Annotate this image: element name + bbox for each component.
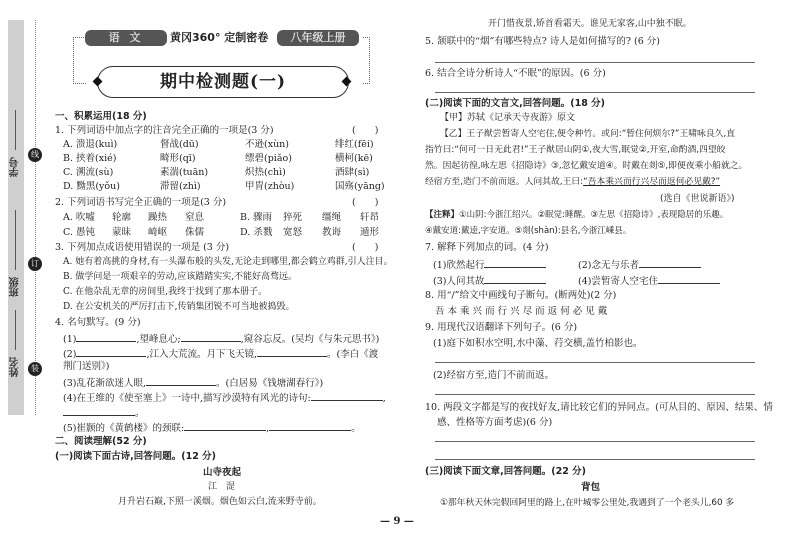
q4-item-1: (1) ,望峰息心; ,窥谷忘反。(吴均《与朱元思书》) — [63, 331, 379, 346]
q4-item-2-cont: 荆门送别》) — [63, 361, 110, 372]
underlined-sentence: “吾本乘兴而行兴尽而返何必见戴?” — [583, 177, 721, 187]
name-label: 姓名 — [10, 357, 21, 377]
poem-line-2: 开门惜夜景,矫首看霜天。谁见无家客,山中独不眠。 — [488, 19, 692, 29]
q1-option: 横柯(kē) — [335, 153, 373, 164]
student-id-label: 学号 — [10, 157, 21, 177]
text-yi-line: 【乙】王子猷尝暂寄人空宅住,便令种竹。或问:“暂住何烦尔?”王啸咏良久,直 — [440, 129, 736, 139]
q3-option: D. 在公安机关的严厉打击下,传销集团锐不可当地被捣毁。 — [63, 302, 295, 312]
fill-blank[interactable] — [639, 257, 701, 268]
answer-paren-3: ( ) — [352, 242, 379, 253]
fill-blank[interactable] — [484, 273, 546, 284]
q1-option: C. 溯流(sù) — [63, 167, 114, 178]
q4-item-4: (4)在王维的《使至塞上》一诗中,描写沙漠特有风光的诗句: , — [63, 390, 386, 405]
brand-label: 黄冈360° 定制密卷 — [170, 31, 269, 44]
q2-option: 宽怒 — [283, 227, 303, 238]
part-1-heading: (一)阅读下面古诗,回答问题。(12 分) — [55, 451, 217, 462]
text-yi-line: 经宿方至,造门不前而返。人问其故,王曰:“吾本乘兴而行兴尽而返何必见戴?” — [425, 177, 721, 187]
section-1-heading: 一、积累运用(18 分) — [55, 111, 147, 122]
text-yi-line: 然。因起彷徨,咏左思《招隐诗》③,忽忆戴安道④。时戴在剡⑤,即便夜乘小船就之。 — [425, 161, 748, 171]
q7-item: (3)人问其故 — [433, 273, 546, 288]
q2-option: 轮廓 — [112, 212, 132, 223]
answer-paren-2: ( ) — [352, 197, 379, 208]
q2-option: 缰绳 — [322, 212, 342, 223]
q1-option: 督战(dū) — [160, 139, 199, 150]
text-jia: 【甲】苏轼《记承天寺夜游》原文 — [440, 113, 576, 123]
question-9: 9. 用现代汉语翻译下列句子。(6 分) — [425, 322, 578, 333]
question-8: 8. 用“/”给文中画线句子断句。(断两处)(2 分) — [425, 290, 617, 301]
fill-blank[interactable] — [311, 390, 383, 401]
q4-item-4-cont: 。 — [63, 405, 145, 420]
q7-item: (1)欣然起行 — [433, 257, 546, 272]
q2-option: 躁热 — [148, 212, 168, 223]
q2-option: C. 愚钝 — [63, 227, 95, 238]
q1-option: 滞留(zhì) — [160, 181, 201, 192]
binding-mark-line: 线 — [28, 148, 42, 162]
question-2: 2. 下列词语书写完全正确的一项是(3 分) — [55, 197, 227, 208]
q2-option: 轩昂 — [360, 212, 380, 223]
question-10: 10. 两段文字都是写的夜找好友,请比较它们的异同点。(可从目的、原因、结果、情 — [425, 402, 773, 413]
q1-option: 甲胄(zhòu) — [245, 181, 295, 192]
question-10-cont: 感、性格等方面考虑)(6 分) — [437, 417, 553, 428]
binding-mark-order: 订 — [28, 257, 42, 271]
q9-item-1: (1)庭下如积水空明,水中藻、荇交横,盖竹柏影也。 — [433, 338, 643, 349]
student-id-line — [15, 110, 16, 150]
fill-blank[interactable] — [269, 420, 351, 431]
part-2-heading: (二)阅读下面的文言文,回答问题。(18 分) — [425, 98, 606, 109]
q1-option: 缥碧(piǎo) — [245, 153, 292, 164]
article-paragraph-1: ①那年秋天休完假回阿里的路上,在叶城零公里处,我遇到了一个老头儿,60 多 — [440, 498, 735, 508]
poem-title: 山寺夜起 — [203, 467, 242, 478]
page-number: — 9 — — [380, 516, 414, 527]
header-connector-right — [363, 37, 370, 84]
q2-option: A. 吹嘘 — [63, 212, 95, 223]
fill-blank[interactable] — [63, 405, 135, 416]
answer-line[interactable] — [435, 394, 755, 395]
q4-item-3: (3)乱花渐欲迷人眼, 。(白居易《钱塘湖春行》) — [63, 375, 323, 390]
q2-option: 遁形 — [360, 227, 380, 238]
fill-blank[interactable] — [76, 346, 146, 357]
answer-line[interactable] — [435, 362, 755, 363]
q2-option: 蒙昧 — [112, 227, 132, 238]
question-6: 6. 结合全诗分析诗人“不眠”的原因。(6 分) — [425, 68, 606, 79]
poem-author: 江 湜 — [208, 482, 236, 492]
fill-blank[interactable] — [146, 375, 216, 386]
notes-line-1: 【注释】①山阴:今浙江绍兴。②眠觉:睡醒。③左思《招隐诗》,表现隐居的乐趣。 — [425, 210, 729, 220]
section-2-heading: 二、阅读理解(52 分) — [55, 436, 147, 447]
q3-option: B. 做学问是一项艰辛的劳动,应该踏踏实实,不能好高骛远。 — [63, 272, 298, 282]
q1-option: B. 挟着(xié) — [63, 153, 117, 164]
poem-line-1: 月升岩石巅,下照一溪烟。烟色如云白,流来野寺前。 — [118, 497, 322, 507]
class-line — [15, 210, 16, 270]
q9-item-2: (2)经宿方至,造门不前而返。 — [433, 370, 554, 381]
q2-option: 猝死 — [283, 212, 303, 223]
notes-line-2: ④戴安道:戴逵,字安道。⑤剡(shàn):县名,今浙江嵊县。 — [425, 226, 632, 236]
q1-option: 国殇(yāng) — [335, 181, 385, 192]
q2-option: B. 骤雨 — [240, 212, 273, 223]
answer-paren-1: ( ) — [352, 125, 379, 136]
q2-option: 窒息 — [185, 212, 205, 223]
q3-option: A. 她有着高挑的身材,有一头瀑布般的头发,无论走到哪里,都会鹤立鸡群,引人注目。 — [63, 257, 393, 267]
q4-item-5: (5)崔颢的《黄鹤楼》的颈联: , 。 — [63, 420, 361, 435]
source-citation: (选自《世说新语》) — [660, 194, 735, 204]
question-5: 5. 颔联中的“烟”有哪些特点? 诗人是如何描写的? (6 分) — [425, 36, 661, 47]
q2-option: 教诲 — [322, 227, 342, 238]
q1-option: 不逊(xùn) — [245, 139, 290, 150]
fill-blank[interactable] — [484, 257, 546, 268]
q1-option: 绯红(fēi) — [335, 139, 374, 150]
question-4: 4. 名句默写。(9 分) — [55, 317, 141, 328]
q2-option: 崎岖 — [148, 227, 168, 238]
q4-item-2: (2) ,江入大荒流。月下飞天镜, 。(李白《渡 — [63, 346, 378, 361]
name-line — [15, 310, 16, 350]
q1-option: D. 黝黑(yǒu) — [63, 181, 120, 192]
question-7: 7. 解释下列加点的词。(4 分) — [425, 242, 549, 253]
part-3-heading: (三)阅读下面文章,回答问题。(22 分) — [425, 466, 587, 477]
page-title: 期中检测题(一) — [97, 66, 349, 98]
question-3: 3. 下列加点成语使用错误的一项是 (3 分) — [55, 242, 230, 253]
cut-line — [35, 20, 36, 415]
question-1: 1. 下列词语中加点字的注音完全正确的一项是(3 分) — [55, 125, 274, 136]
fill-blank[interactable] — [76, 331, 136, 342]
class-label: 班级 — [10, 277, 21, 297]
binding-mark-bind: 装 — [28, 362, 42, 376]
fill-blank[interactable] — [257, 346, 327, 357]
article-title: 背包 — [581, 482, 601, 493]
answer-line[interactable] — [435, 92, 755, 93]
q1-option: 畸形(qī) — [160, 153, 196, 164]
answer-line[interactable] — [435, 459, 755, 460]
fill-blank[interactable] — [658, 273, 720, 284]
text-yi-line: 指竹曰:“何可一日无此君!”王子猷居山阴①,夜大雪,眠觉②,开室,命酌酒,四望皎 — [425, 145, 726, 155]
answer-line[interactable] — [435, 441, 755, 442]
subject-badge: 语 文 — [85, 30, 167, 46]
fill-blank[interactable] — [181, 331, 241, 342]
q7-item: (4)尝暂寄人空宅住 — [578, 273, 720, 288]
q1-option: 炽热(chì) — [245, 167, 286, 178]
fill-blank[interactable] — [184, 420, 266, 431]
header-connector-left — [73, 37, 86, 84]
q1-option: 素湍(tuān) — [160, 167, 209, 178]
grade-badge: 八年级上册 — [277, 30, 359, 46]
q7-item: (2)念无与乐者 — [578, 257, 701, 272]
q8-sentence: 吾 本 乘 兴 而 行 兴 尽 而 返 何 必 见 戴 — [435, 306, 608, 317]
answer-line[interactable] — [435, 62, 755, 63]
q1-option: 酒肆(sì) — [335, 167, 370, 178]
q3-option: C. 在他杂乱无章的房间里,我终于找到了那本册子。 — [63, 287, 268, 297]
q2-option: 侏儒 — [185, 227, 205, 238]
q2-option: D. 杀戮 — [240, 227, 273, 238]
q1-option: A. 溃退(kuì) — [63, 139, 118, 150]
